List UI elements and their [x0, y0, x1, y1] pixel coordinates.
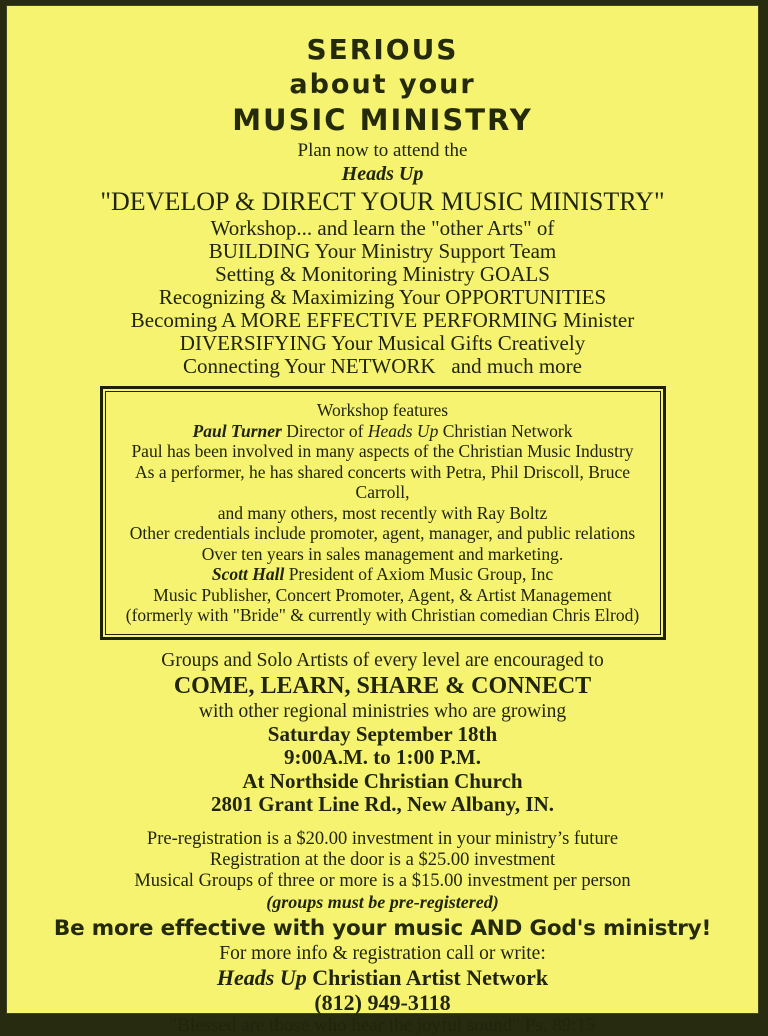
heads-up-italic: Heads Up	[216, 964, 307, 990]
slogan-line: Be more effective with your music AND God's ministry!	[53, 915, 712, 941]
workshop-title: "DEVELOP & DIRECT YOUR MUSIC MINISTRY"	[100, 187, 665, 216]
event-invite: Groups and Solo Artists of every level are encouraged to	[161, 649, 604, 671]
contact-block	[7, 943, 758, 1036]
event-address: 2801 Grant Line Rd., New Albany, IN.	[210, 792, 555, 816]
features-scott-line	[110, 564, 656, 585]
features-line: (formerly with "Bride" & currently with Christian comedian Chris Elrod)	[125, 605, 640, 625]
pricing-note: (groups must be pre-registered)	[266, 891, 499, 912]
paul-line-end: Christian Network	[438, 420, 573, 441]
program-line-network: Connecting Your NETWORK and much more	[183, 354, 582, 378]
org-name-heads-up: Heads Up	[341, 163, 424, 185]
event-headline: COME, LEARN, SHARE & CONNECT	[173, 672, 592, 699]
headline-music-ministry: MUSIC MINISTRY	[232, 103, 533, 137]
features-paul-line	[110, 421, 656, 442]
headline-about-your: about your	[289, 69, 476, 100]
pricing-line: Registration at the door is a $25.00 investment	[209, 849, 556, 870]
event-subline: with other regional ministries who are growing	[198, 700, 567, 722]
program-line: DIVERSIFYING Your Musical Gifts Creatively	[179, 331, 586, 355]
event-block	[7, 650, 758, 817]
pricing-line: Pre-registration is a $20.00 investment in your ministry’s future	[146, 828, 619, 849]
heads-up-italic: Heads Up	[367, 420, 439, 441]
features-title: Workshop features	[316, 400, 449, 420]
paul-turner-name: Paul Turner	[192, 420, 282, 441]
flyer-page	[6, 5, 759, 1036]
program-block	[7, 217, 758, 378]
org-rest: Christian Artist Network	[306, 964, 549, 990]
event-venue: At Northside Christian Church	[242, 768, 523, 793]
workshop-features-inner	[105, 391, 661, 635]
workshop-features-box	[100, 386, 666, 640]
features-line: and many others, most recently with Ray Boltz	[217, 502, 548, 523]
program-line: Setting & Monitoring Ministry GOALS	[215, 262, 550, 286]
paul-line-mid: Director of	[281, 420, 368, 441]
plan-line: Plan now to attend the	[297, 140, 468, 161]
phone-number: (812) 949-3118	[314, 989, 451, 1015]
features-line: Over ten years in sales management and marketing.	[201, 543, 564, 564]
program-line: BUILDING Your Ministry Support Team	[208, 239, 557, 263]
scott-line-end: President of Axiom Music Group, Inc	[284, 564, 554, 584]
program-line: Workshop... and learn the "other Arts" of	[210, 216, 555, 240]
scripture-verse: "Blessed are those who hear the joyful sound" Ps. 89:15	[169, 1014, 596, 1036]
contact-org-line	[7, 965, 758, 990]
pricing-block	[7, 829, 758, 913]
event-time: 9:00A.M. to 1:00 P.M.	[284, 745, 481, 769]
event-date: Saturday September 18th	[267, 721, 498, 746]
headline-block	[7, 32, 758, 139]
features-line: Paul has been involved in many aspects of the Christian Music Industry	[131, 441, 634, 461]
pricing-line: Musical Groups of three or more is a $15.00 investment per person	[134, 870, 631, 891]
features-line: Music Publisher, Concert Promoter, Agent, & Artist Management	[153, 584, 612, 605]
contact-info-line: For more info & registration call or write:	[219, 942, 546, 964]
program-line: Recognizing & Maximizing Your OPPORTUNITIES	[158, 285, 607, 309]
program-line: Becoming A MORE EFFECTIVE PERFORMING Minister	[130, 308, 635, 332]
scott-hall-name: Scott Hall	[211, 564, 285, 584]
features-line: Other credentials include promoter, agent, manager, and public relations	[129, 523, 636, 543]
features-line: As a performer, he has shared concerts with Petra, Phil Driscoll, Bruce Carroll,	[135, 461, 630, 502]
headline-serious: SERIOUS	[306, 33, 459, 66]
